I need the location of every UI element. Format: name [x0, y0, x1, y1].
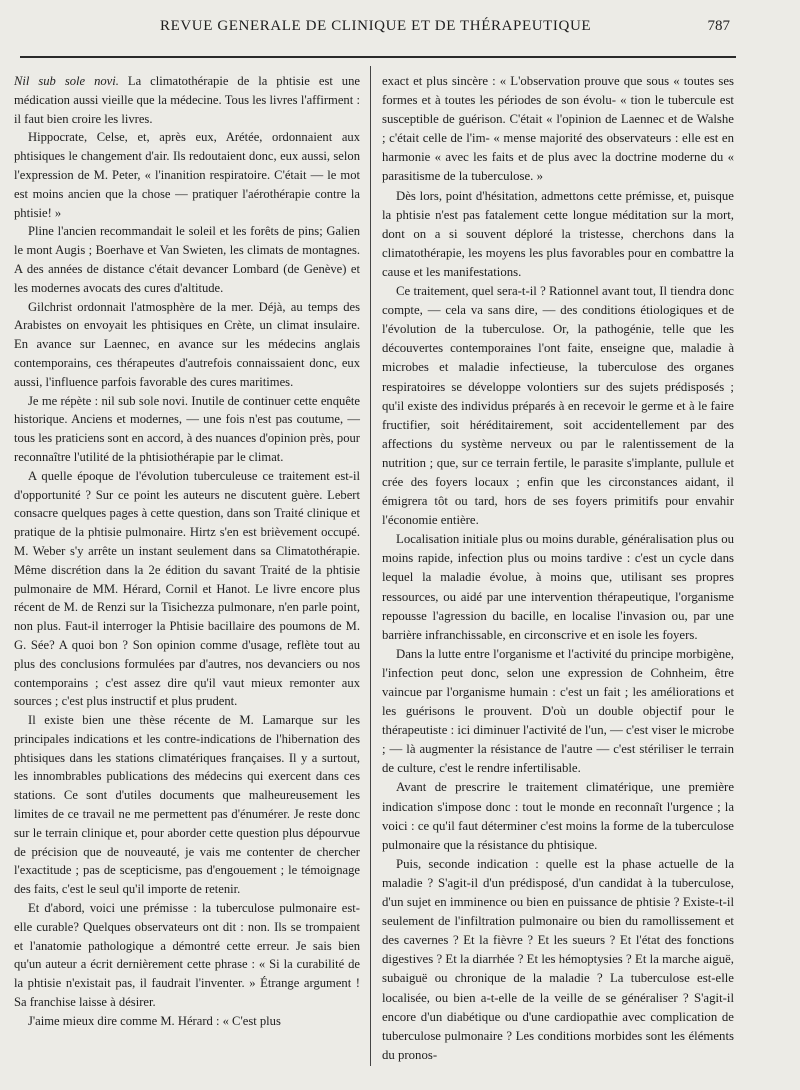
- right-column: [382, 72, 734, 1065]
- running-header: [20, 14, 730, 40]
- paragraph: Dès lors, point d'hésitation, admettons cette prémisse, et, puisque la phtisie n'est pas fatalement cette longue méditation sur la mort, dont on a si souvent déploré la tristesse, cherchons dans la climatothérapie, les moyens les plus favorables pour en combattre la cause et les manifestations.: [382, 188, 734, 279]
- page-number: 787: [707, 18, 730, 34]
- paragraph: [14, 72, 360, 128]
- paragraph: Localisation initiale plus ou moins durable, généralisation plus ou moins rapide, infection plus ou moins tardive : c'est un cycle dans lequel la maladie évolue, à moins que, utilisant ses propres ressources, ou aidé par une intervention thérapeutique, l'organisme repousse l'agression du bacille, en localise l'invasion ou, par une barrière infranchissable, en circonscrive et en isole les foyers.: [382, 532, 734, 642]
- header-title: REVUE GENERALE DE CLINIQUE ET DE THÉRAPEUTIQUE: [160, 18, 592, 34]
- paragraph: Hippocrate, Celse, et, après eux, Arétée, ordonnaient aux phtisiques le changement d'air. Ils redoutaient donc, eux aussi, selon l'expression de M. Peter, « l'inanition respiratoire. C'était — le mot est moins ancien que la chose — pratiquer l'aérothérapie contre la phtisie! »: [14, 130, 360, 220]
- column-divider: [370, 66, 371, 1066]
- paragraph: Puis, seconde indication : quelle est la phase actuelle de la maladie ? S'agit-il d'un prédisposé, d'un candidat à la tuberculose, d'un sujet en imminence ou bien en puissance de phtisie ? Existe-t-il seulement de l'infiltration pulmonaire ou bien du ramollissement et des cavernes ? Et la fièvre ? Et les sueurs ? Et l'état des fonctions digestives ? Et la diarrhée ? Et les hémoptysies ? Et la marche aiguë, subaiguë ou chronique de la maladie ? La tuberculose est-elle localisée, ou bien a-t-elle de la veille de se généraliser ? S'agit-il encore d'un diabétique ou d'une cardiopathie avec complication de tuberculose pulmonaire ? Les conditions morbides sont les éléments du pronos-: [382, 856, 734, 1062]
- left-column: [14, 72, 360, 1031]
- paragraph: Il existe bien une thèse récente de M. Lamarque sur les principales indications et les contre-indications de l'hibernation des phtisiques dans les stations climatériques françaises. Il y a surtout, les innombrables publications des médecins qui exercent dans ces stations. Ce sont d'utiles documents que malheureusement les limites de ce travail ne me permettent pas d'énumérer. Je reste donc sur le terrain clinique et, pour aborder cette question plus dépourvue de précision que de nouveauté, je vais me contenter de chercher l'exactitude ; pas de scepticisme, pas d'engouement ; le témoignage des faits, c'est le seul qu'il importe de retenir.: [14, 713, 360, 897]
- paragraph: Et d'abord, voici une prémisse : la tuberculose pulmonaire est-elle curable? Quelques observateurs ont dit : non. Ils se trompaient et l'anatomie pathologique a démontré cette erreur. Je sais bien qu'un auteur a écrit dernièrement cette phrase : « Si la curabilité de la phtisie n'existait pas, il faudrait l'inventer. » Étrange argument ! Sa franchise laisse à désirer.: [14, 901, 360, 1010]
- paragraph: Gilchrist ordonnait l'atmosphère de la mer. Déjà, au temps des Arabistes on envoyait les phtisiques en Crète, un climat insulaire. En avance sur Laennec, en avance sur les médecins anglais contemporains, ces thérapeutes d'autrefois connaissaient donc, eux aussi, l'influence parfois favorable des cures maritimes.: [14, 299, 360, 389]
- paragraph: Dans la lutte entre l'organisme et l'activité du principe morbigène, l'infection peut donc, selon une expression de Cohnheim, être vaincue par l'organisme humain : c'est un fait ; les améliorations et les guérisons le prouvent. D'où un double objectif pour le thérapeutiste : ici diminuer l'activité de l'un, — c'est viser le microbe ; — là augmenter la résistance de l'autre — c'est stériliser le terrain de culture, c'est le rendre infertilisable.: [382, 646, 734, 776]
- paragraph: Pline l'ancien recommandait le soleil et les forêts de pins; Galien le mont Augis ; Boerhave et Van Swieten, les climats de montagnes. A des années de distance c'était devancer Lombard (de Genève) et les modernes avocats des cures d'altitude.: [14, 224, 360, 295]
- paragraph: exact et plus sincère : « L'observation prouve que sous « toutes ses formes et à toutes les périodes de son évolu- « tion le tubercule est susceptible de guérison. C'était « l'opinion de Laennec et de Walshe ; c'était celle de l'im- « mense majorité des observateurs : elle est en harmonie « avec les faits et de plus avec la doctrine moderne du « parasitisme de la tuberculose. »: [382, 74, 734, 184]
- paragraph: A quelle époque de l'évolution tuberculeuse ce traitement est-il d'opportunité ? Sur ce point les auteurs ne discutent guère. Lebert consacre quelques pages à cette question, dans son Traité clinique et pratique de la phtisie pulmonaire. Hirtz s'en est brièvement occupé. M. Weber s'y arrête un instant seulement dans sa Climatothérapie. Même discrétion dans la 2e édition du savant Traité de la phtisie pulmonaire de MM. Hérard, Cornil et Hanot. Le livre encore plus récent de M. de Renzi sur la Tisichezza pulmonare, n'en parle point, non plus. Faut-il interroger la Phtisie bacillaire des poumons de M. G. Sée? A quoi bon ? Son opinion comme d'usage, reflète tout au plus des conclusions formulées par d'autres, nos devanciers ou nos contemporains ; c'est assez dire qu'il vaut mieux remonter aux sources ; c'est plus instructif et plus prudent.: [14, 468, 360, 709]
- header-rule: [20, 56, 736, 58]
- paragraph: J'aime mieux dire comme M. Hérard : « C'est plus: [28, 1013, 281, 1028]
- paragraph: Ce traitement, quel sera-t-il ? Rationnel avant tout, Il tiendra donc compte, — cela va sans dire, — des conditions étiologiques et de l'évolution de la tuberculose. Or, la pathogénie, telle que les découvertes contemporaines l'ont faite, enseigne que, maladie à microbes et maladie infectieuse, la tuberculose des organes respiratoires se développe volontiers sur des sujets prédisposés ; qu'il existe des individus préparés à en recevoir le germe et à le faire fructifier, soit héréditairement, soit accidentellement par des affections du système nerveux ou par le ralentissement de la nutrition ; que, sur ce terrain fertile, le parasite s'implante, pullule et crée des foyers locaux ; enfin que les circonstances aidant, il émigrera tôt ou tard, hors de ses foyers primitifs pour envahir l'économie entière.: [382, 284, 734, 528]
- paragraph-lead: Nil sub sole novi.: [14, 74, 119, 88]
- paragraph: Avant de prescrire le traitement climatérique, une première indication s'impose donc : tout le monde en reconnaît l'urgence ; la voici : ce qu'il faut déterminer c'est moins la forme de la tuberculose pulmonaire que la résistance du phtisique.: [382, 780, 734, 852]
- paragraph: Je me répète : nil sub sole novi. Inutile de continuer cette enquête historique. Anciens et modernes, — une fois n'est pas coutume, — tous les praticiens sont en accord, à des nuances d'opinion près, pour reconnaître l'utilité de la phtisiothérapie par le climat.: [14, 393, 360, 464]
- paragraph-text: La climatothérapie de la phtisie est une médication aussi vieille que la médecine. Tous les livres l'affirment : il faut bien croire les livres.: [14, 74, 360, 126]
